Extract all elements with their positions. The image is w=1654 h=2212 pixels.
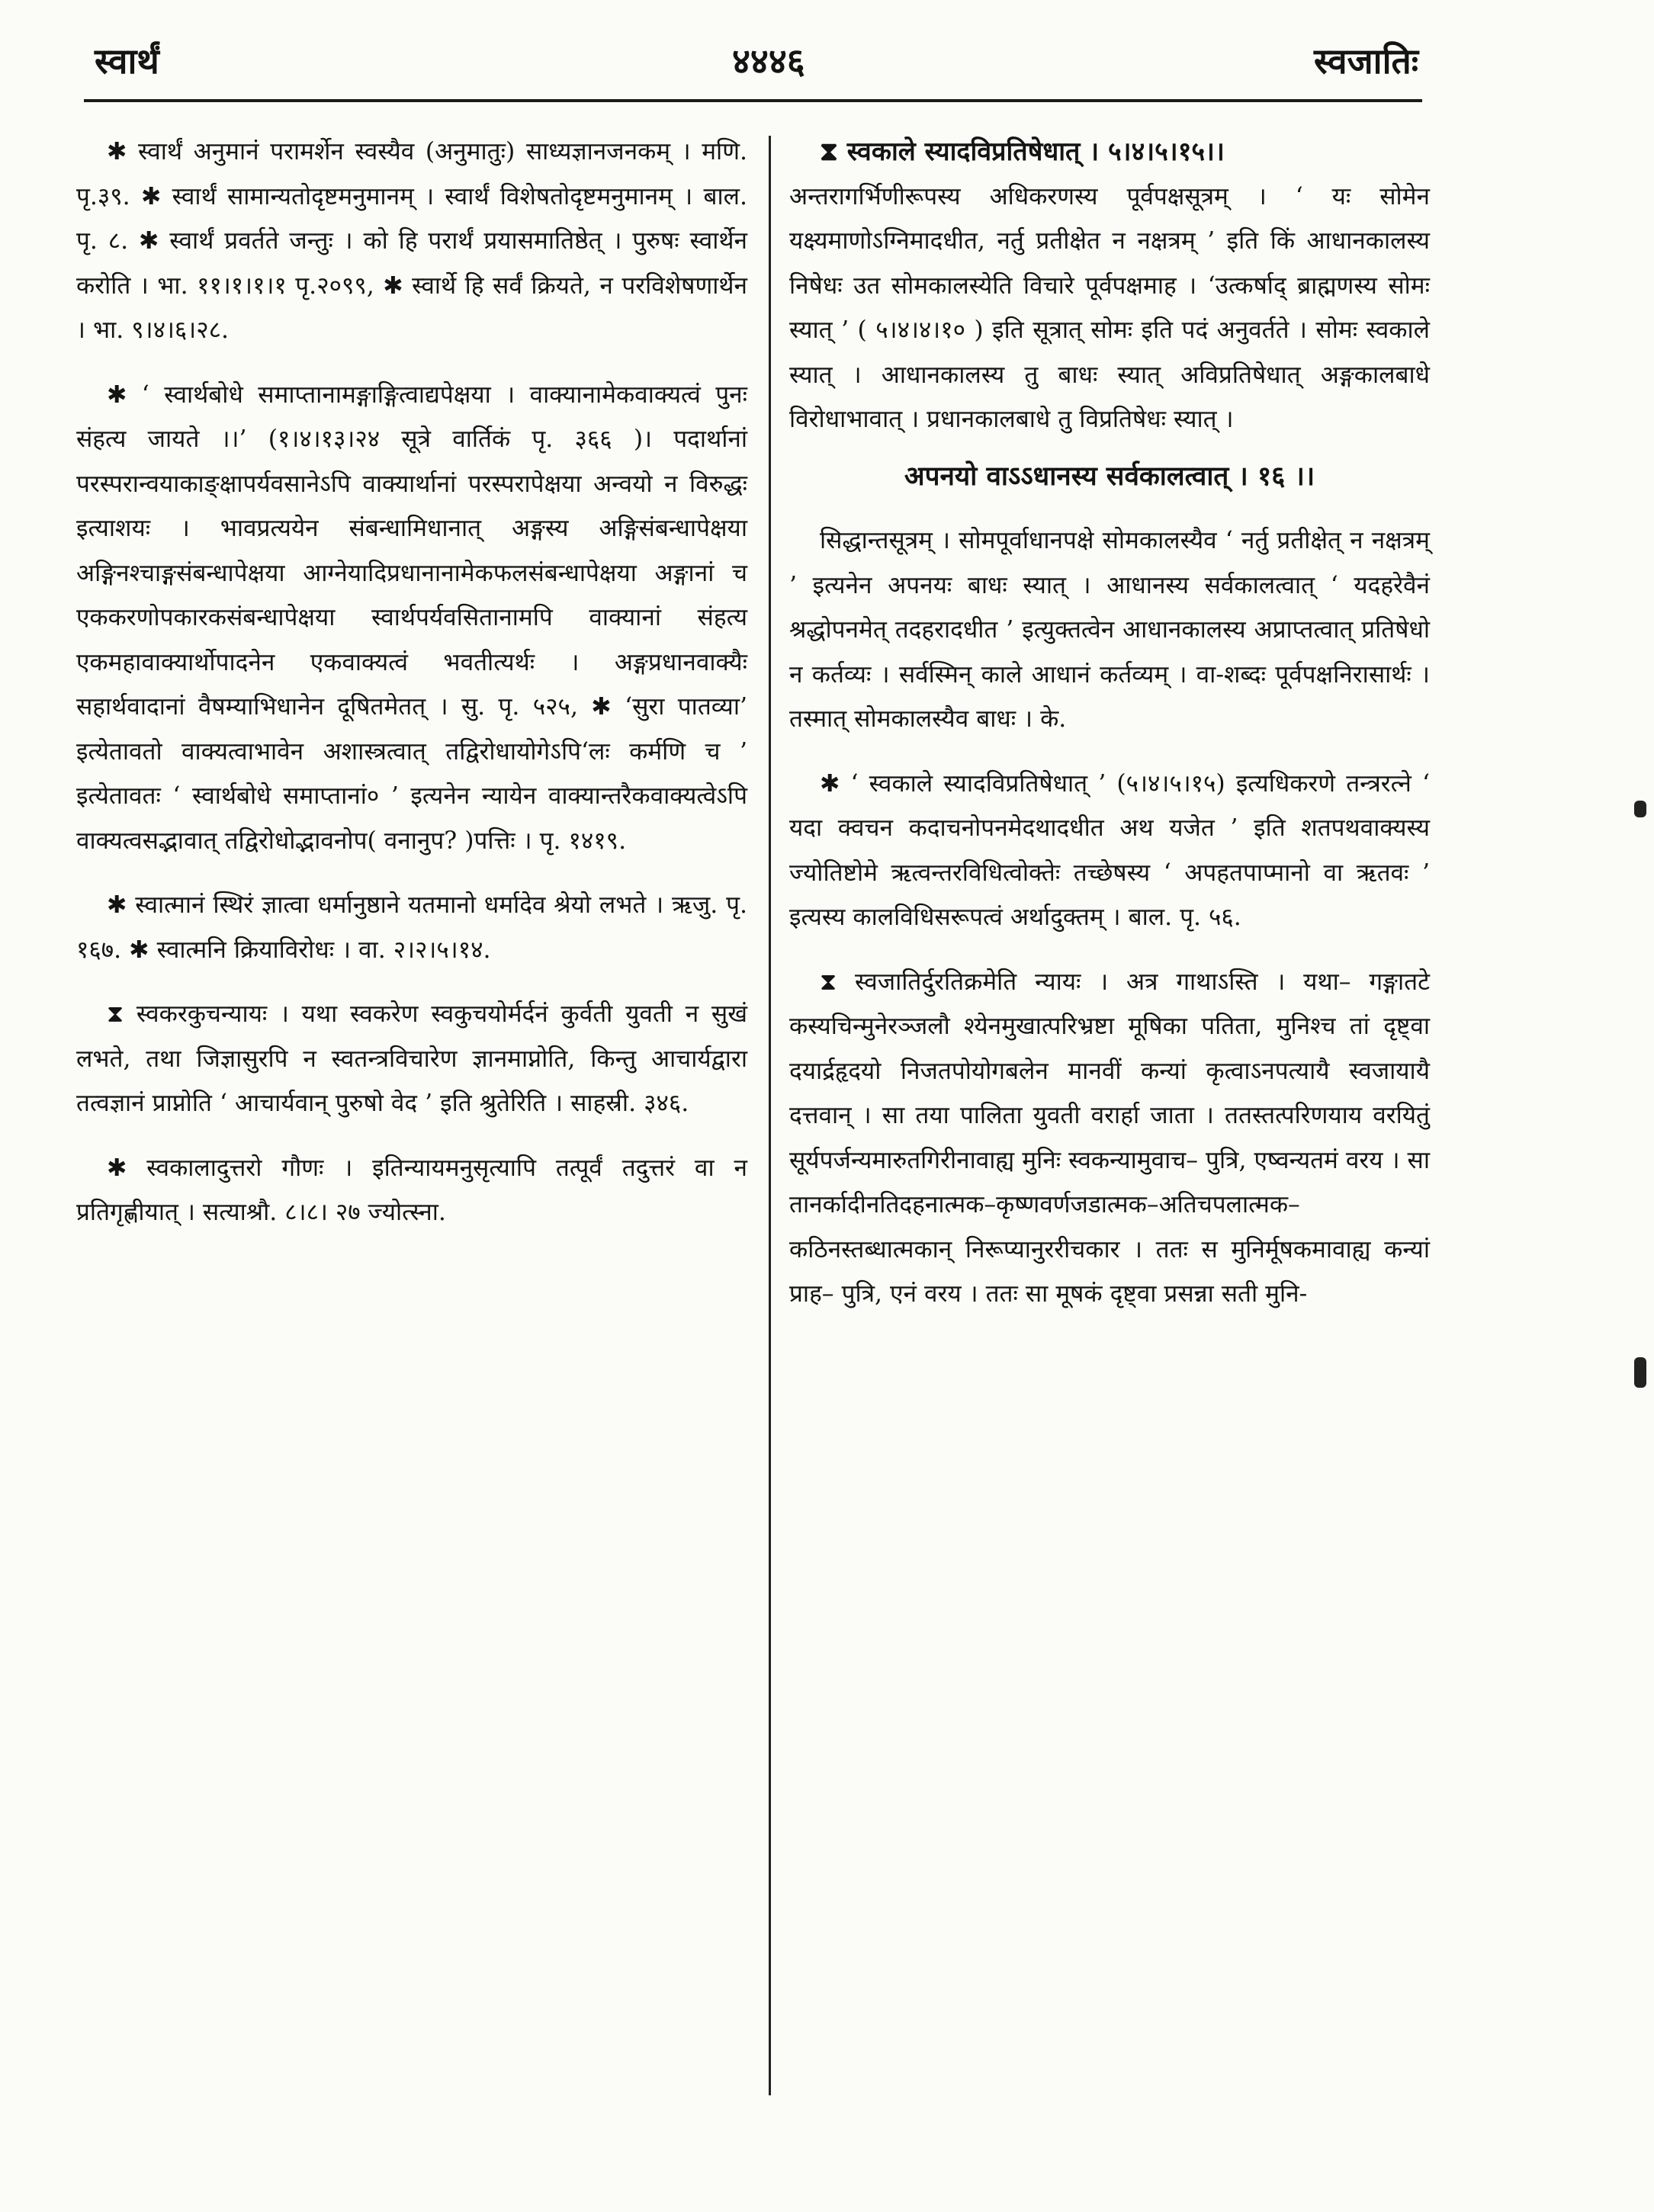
right-column [789,130,1430,1337]
entry-svartha-anumana: ✱ स्वार्थं अनुमानं परामर्शेन स्वस्यैव (अनुमातुः) साध्यज्ञानजनकम् । मणि. पृ.३९. ✱ स्वार्थं सामान्यतोदृष्टमनुमानम् । स्वार्थं विशेषतोदृष्टमनुमानम् । बाल. पृ. ८. ✱ स्वार्थं प्रवर्तते जन्तुः । को हि परार्थं प्रयासमातिष्ठेत् । पुरुषः स्वार्थेन करोति । भा. ११।१।१।१ पृ.२०९९, ✱ स्वार्थे हि सर्वं क्रियते, न परविशेषणार्थेन । भा. ९।४।६।२८. [76,138,747,344]
entry-purvapaksha: अन्तरागर्भिणीरूपस्य अधिकरणस्य पूर्वपक्षसूत्रम् । ‘ यः सोमेन यक्ष्यमाणोऽग्निमादधीत, नर्तु प्रतीक्षेत न नक्षत्रम् ’ इति किं आधानकालस्य निषेधः उत सोमकालस्येति विचारे पूर्वपक्षमाह । ‘उत्कर्षाद् ब्राह्मणस्य सोमः स्यात् ’ ( ५।४।४।१० ) इति सूत्रात् सोमः इति पदं अनुवर्तते । सोमः स्वकाले स्यात् । आधानकालस्य तु बाधः स्यात् अविप्रतिषेधात् अङ्गकालबाधे विरोधाभावात् । प्रधानकालबाधे तु विप्रतिषेधः स्यात् । [789,182,1430,433]
sutra-apanayo: अपनयो वाऽऽधानस्य सर्वकालत्वात् । १६ ।। [904,460,1315,492]
sutra-heading-svakale: ⧗ स्वकाले स्यादविप्रतिषेधात् । ५।४।५।१५।। [820,136,1225,167]
column-divider [769,136,771,2095]
header-rule [84,99,1422,102]
entry-svatmanam: ✱ स्वात्मानं स्थिरं ज्ञात्वा धर्मानुष्ठाने यतमानो धर्मादेव श्रेयो लभते । ऋजु. पृ. १६७. ✱ स्वात्मनि क्रियाविरोधः । वा. २।२।५।१४. [76,891,747,964]
header-left-word: स्वार्थं [95,40,159,82]
page-number: ४४४६ [732,40,805,82]
entry-svakarakuca-nyaya: ⧗ स्वकरकुचन्यायः । यथा स्वकरेण स्वकुचयोर्मर्दनं कुर्वती युवती न सुखं लभते, तथा जिज्ञासुरपि न स्वतन्त्रविचारेण ज्ञानमाप्नोति, किन्तु आचार्यद्वारा तत्वज्ञानं प्राप्नोति ‘ आचार्यवान् पुरुषो वेद ’ इति श्रुतेरिति । साहस्री. ३४६. [76,1000,747,1117]
scan-edge-mark [1634,801,1646,817]
entry-siddhanta: सिद्धान्तसूत्रम् । सोमपूर्वाधानपक्षे सोमकालस्यैव ‘ नर्तु प्रतीक्षेत् न नक्षत्रम् ’ इत्यनेन अपनयः बाधः स्यात् । आधानस्य सर्वकालत्वात् ‘ यदहरेवैनं श्रद्धोपनमेत् तदहरादधीत ’ इत्युक्तत्वेन आधानकालस्य अप्राप्तत्वात् प्रतिषेधो न कर्तव्यः । सर्वस्मिन् काले आधानं कर्तव्यम् । वा-शब्दः पूर्वपक्षनिरासार्थः । तस्मात् सोमकालस्यैव बाधः । के. [789,527,1430,733]
header-right-word: स्वजातिः [1314,40,1418,82]
left-column [76,130,747,1255]
scan-edge-mark [1634,1357,1646,1388]
entry-tantraratna: ✱ ‘ स्वकाले स्यादविप्रतिषेधात् ’ (५।४।५।१५) इत्यधिकरणे तन्त्ररत्ने ‘ यदा क्वचन कदाचनोपनमेदथादधीत अथ यजेत ’ इति शतपथवाक्यस्य ज्योतिष्टोमे ऋत्वन्तरविधित्वोक्तेः तच्छेषस्य ‘ अपहतपाप्मानो वा ऋतवः ’ इत्यस्य कालविधिसरूपत्वं अर्थादुक्तम् । बाल. पृ. ५६. [789,769,1430,931]
entry-svarthabodhe: ✱ ‘ स्वार्थबोधे समाप्तानामङ्गाङ्गित्वाद्यपेक्षया । वाक्यानामेकवाक्यत्वं पुनः संहत्य जायते ।।’ (१।४।१३।२४ सूत्रे वार्तिकं पृ. ३६६ )। पदार्थानां परस्परान्वयाकाङ्क्षापर्यवसानेऽपि वाक्यार्थानां परस्परापेक्षया अन्वयो न विरुद्धः इत्याशयः । भावप्रत्ययेन संबन्धामिधानात् अङ्गस्य अङ्गिसंबन्धापेक्षया अङ्गिनश्चाङ्गसंबन्धापेक्षया आग्नेयादिप्रधानानामेकफलसंबन्धापेक्षया अङ्गानां च एककरणोपकारकसंबन्धापेक्षया स्वार्थपर्यवसितानामपि वाक्यानां संहत्य एकमहावाक्यार्थोपादनेन एकवाक्यत्वं भवतीत्यर्थः । अङ्गप्रधानवाक्यैः सहार्थवादानां वैषम्याभिधानेन दूषितमेतत् । सु. पृ. ५२५, ✱ ‘सुरा पातव्या’ इत्येतावतो वाक्यत्वाभावेन अशास्त्रत्वात् तद्विरोधायोगेऽपि‘लः कर्मणि च ’ इत्येतावतः ‘ स्वार्थबोधे समाप्तानां० ’ इत्यनेन न्यायेन वाक्यान्तरैकवाक्यत्वेऽपि वाक्यत्वसद्भावात् तद्विरोधोद्भावनोप( वनानुप? )पत्तिः । पृ. १४१९. [76,380,747,855]
entry-svajati-nyaya: ⧗ स्वजातिर्दुरतिक्रमेति न्यायः । अत्र गाथाऽस्ति । यथा– गङ्गातटे कस्यचिन्मुनेरञ्जलौ श्येनमुखात्परिभ्रष्टा मूषिका पतिता, मुनिश्च तां दृष्ट्वा दयार्द्रहृदयो निजतपोयोगबलेन मानवीं कन्यां कृत्वाऽनपत्यायै स्वजायायै दत्तवान् । सा तया पालिता युवती वरार्हा जाता । ततस्तत्परिणयाय वरयितुं सूर्यपर्जन्यमारुतगिरीनावाह्य मुनिः स्वकन्यामुवाच– पुत्रि, एष्वन्यतमं वरय । सा तानर्कादीनतिदहनात्मक–कृष्णवर्णजडात्मक–अतिचपलात्मक–कठिनस्तब्धात्मकान् निरूप्यानुररीचकार । ततः स मुनिर्मूषकमावाह्य कन्यां प्राह– पुत्रि, एनं वरय । ततः सा मूषकं दृष्ट्वा प्रसन्ना सती मुनि- [789,968,1430,1308]
page-header [84,37,1418,98]
entry-svakaladuttaro: ✱ स्वकालादुत्तरो गौणः । इतिन्यायमनुसृत्यापि तत्पूर्वं तदुत्तरं वा न प्रतिगृह्णीयात् । सत्याश्रौ. ८।८। २७ ज्योत्स्ना. [76,1154,747,1226]
